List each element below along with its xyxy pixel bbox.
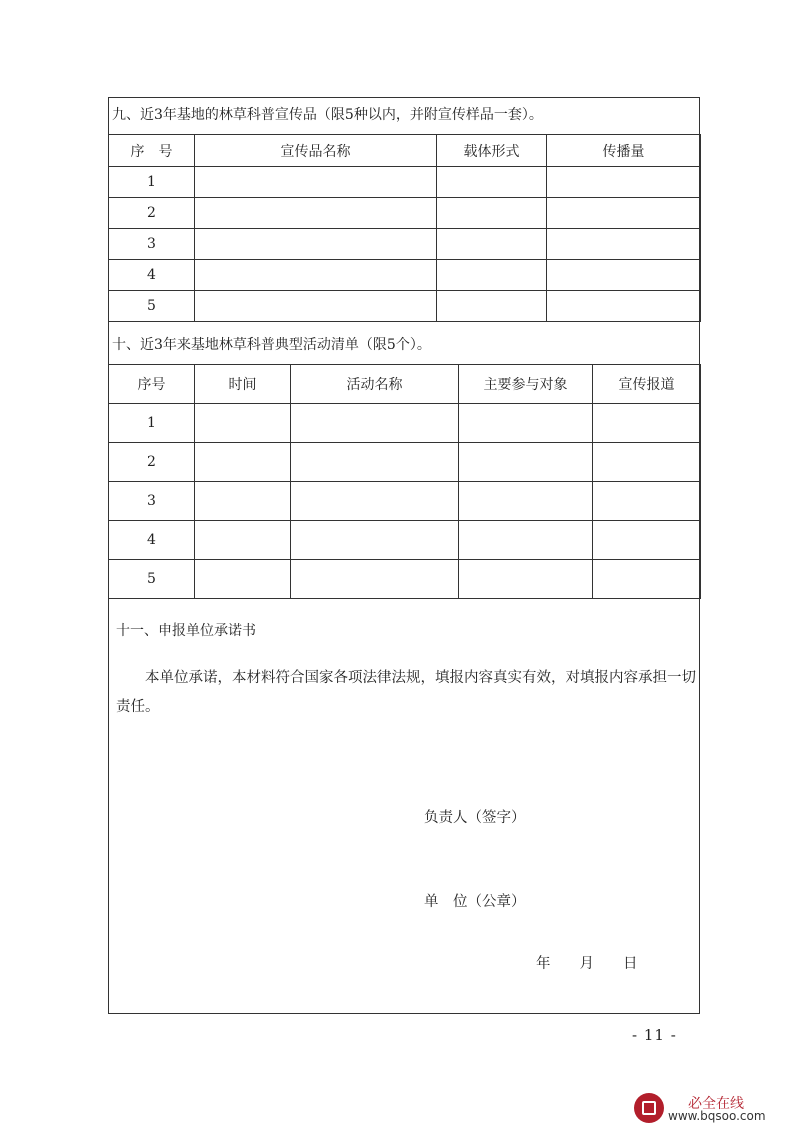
- cell-item-name[interactable]: [195, 291, 437, 322]
- cell-time[interactable]: [195, 482, 291, 521]
- date-label: 年 月 日: [536, 956, 638, 972]
- cell-reach[interactable]: [547, 291, 701, 322]
- col-header-index: 序号: [109, 365, 195, 404]
- table-row: [109, 260, 701, 291]
- cell-medium[interactable]: [437, 260, 547, 291]
- row-index: 3: [109, 482, 195, 521]
- col-header-index: 序 号: [109, 135, 195, 167]
- row-index: 4: [109, 521, 195, 560]
- commitment-text: 本单位承诺，本材料符合国家各项法律法规，填报内容真实有效，对填报内容承担一切责任。: [116, 670, 696, 715]
- cell-coverage[interactable]: [593, 443, 701, 482]
- section10-title: 十、近3年来基地林草科普典型活动清单（限5个）。: [112, 337, 431, 353]
- watermark-name: 必全在线: [688, 1096, 744, 1112]
- cell-activity-name[interactable]: [291, 482, 459, 521]
- cell-time[interactable]: [195, 521, 291, 560]
- cell-item-name[interactable]: [195, 167, 437, 198]
- table-header-row: [109, 135, 701, 167]
- cell-coverage[interactable]: [593, 482, 701, 521]
- section9-table: [108, 134, 701, 322]
- section10-table: [108, 364, 701, 599]
- row-index: 4: [109, 260, 195, 291]
- table-row: [109, 521, 701, 560]
- row-index: 3: [109, 229, 195, 260]
- row-index: 5: [109, 560, 195, 599]
- cell-item-name[interactable]: [195, 198, 437, 229]
- signer-label: 负责人（签字）: [424, 810, 526, 826]
- cell-time[interactable]: [195, 443, 291, 482]
- col-header-activity-name: 活动名称: [291, 365, 459, 404]
- cell-participants[interactable]: [459, 404, 593, 443]
- cell-medium[interactable]: [437, 167, 547, 198]
- cell-item-name[interactable]: [195, 260, 437, 291]
- col-header-medium: 载体形式: [437, 135, 547, 167]
- cell-participants[interactable]: [459, 560, 593, 599]
- row-index: 2: [109, 198, 195, 229]
- cell-participants[interactable]: [459, 443, 593, 482]
- col-header-participants: 主要参与对象: [459, 365, 593, 404]
- table-row: [109, 198, 701, 229]
- row-index: 1: [109, 404, 195, 443]
- cell-coverage[interactable]: [593, 521, 701, 560]
- cell-reach[interactable]: [547, 167, 701, 198]
- page-number: - 11 -: [632, 1026, 677, 1044]
- section11-title: 十一、申报单位承诺书: [116, 623, 256, 639]
- watermark-url: www.bqsoo.com: [668, 1109, 766, 1123]
- table-header-row: [109, 365, 701, 404]
- cell-activity-name[interactable]: [291, 521, 459, 560]
- col-header-coverage: 宣传报道: [593, 365, 701, 404]
- col-header-reach: 传播量: [547, 135, 701, 167]
- table-row: [109, 291, 701, 322]
- row-index: 5: [109, 291, 195, 322]
- table-row: [109, 167, 701, 198]
- cell-participants[interactable]: [459, 482, 593, 521]
- row-index: 2: [109, 443, 195, 482]
- cell-reach[interactable]: [547, 229, 701, 260]
- col-header-time: 时间: [195, 365, 291, 404]
- table-row: [109, 482, 701, 521]
- brand-logo-icon: [634, 1093, 664, 1123]
- section9-title: 九、近3年基地的林草科普宣传品（限5种以内，并附宣传样品一套）。: [112, 107, 543, 123]
- cell-time[interactable]: [195, 560, 291, 599]
- table-row: [109, 404, 701, 443]
- cell-time[interactable]: [195, 404, 291, 443]
- cell-activity-name[interactable]: [291, 404, 459, 443]
- cell-participants[interactable]: [459, 521, 593, 560]
- cell-activity-name[interactable]: [291, 560, 459, 599]
- cell-medium[interactable]: [437, 198, 547, 229]
- cell-activity-name[interactable]: [291, 443, 459, 482]
- col-header-item-name: 宣传品名称: [195, 135, 437, 167]
- row-index: 1: [109, 167, 195, 198]
- cell-coverage[interactable]: [593, 560, 701, 599]
- cell-item-name[interactable]: [195, 229, 437, 260]
- cell-coverage[interactable]: [593, 404, 701, 443]
- cell-reach[interactable]: [547, 198, 701, 229]
- cell-medium[interactable]: [437, 229, 547, 260]
- table-row: [109, 560, 701, 599]
- unit-seal-label: 单 位（公章）: [424, 894, 526, 910]
- table-row: [109, 229, 701, 260]
- cell-medium[interactable]: [437, 291, 547, 322]
- table-row: [109, 443, 701, 482]
- cell-reach[interactable]: [547, 260, 701, 291]
